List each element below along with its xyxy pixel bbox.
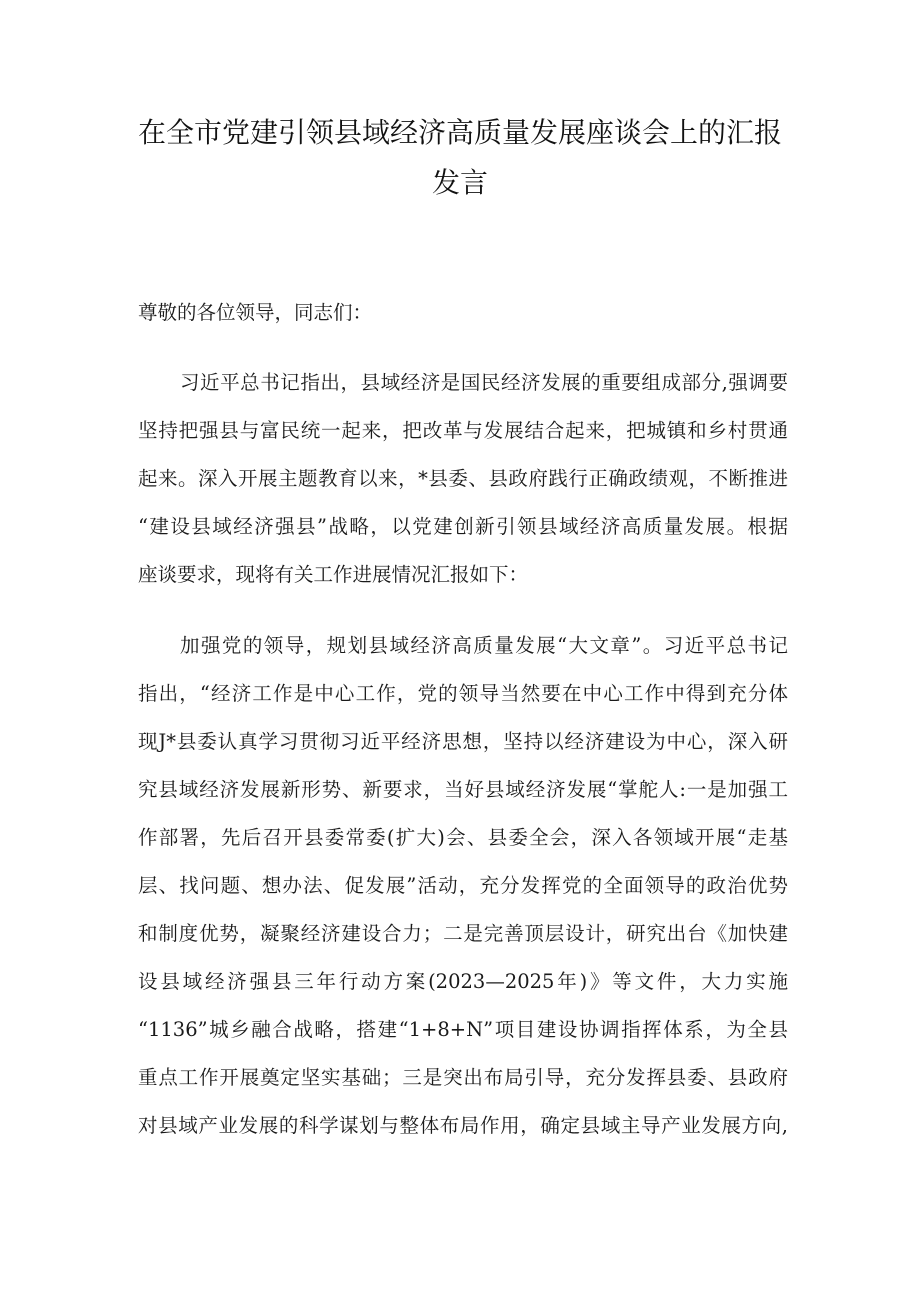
paragraph-2-line: 现J*县委认真学习贯彻习近平经济思想，坚持以经济建设为中心，深入研 [138,730,788,753]
salutation: 尊敬的各位领导，同志们： [138,301,373,324]
document-title-line-2: 发言 [431,166,488,199]
paragraph-2-line: 指出，“经济工作是中心工作，党的领导当然要在中心工作中得到充分体 [138,682,788,705]
paragraph-1-line: 起来。深入开展主题教育以来，*县委、县政府践行正确政绩观，不断推进 [138,467,788,490]
paragraph-2-line: 对县域产业发展的科学谋划与整体布局作用，确定县域主导产业发展方向, [138,1114,788,1137]
paragraph-1-line: 坚持把强县与富民统一起来，把改革与发展结合起来，把城镇和乡村贯通 [138,419,788,442]
paragraph-2-line: 和制度优势，凝聚经济建设合力；二是完善顶层设计，研究出台《加快建 [138,922,788,945]
paragraph-2-line: 重点工作开展奠定坚实基础；三是突出布局引导，充分发挥县委、县政府 [138,1066,788,1089]
paragraph-2-line: 设县域经济强县三年行动方案(2023—2025年)》等文件，大力实施 [138,970,788,993]
paragraph-2-line: “1136”城乡融合战略，搭建“1+8+N”项目建设协调指挥体系，为全县 [138,1018,788,1041]
paragraph-2-line: 作部署，先后召开县委常委(扩大)会、县委全会，深入各领域开展“走基 [138,826,788,849]
paragraph-1-line: “建设县域经济强县”战略，以党建创新引领县域经济高质量发展。根据 [138,515,788,538]
paragraph-1-line: 习近平总书记指出，县域经济是国民经济发展的重要组成部分,强调要 [180,371,788,394]
paragraph-2-line: 层、找问题、想办法、促发展”活动，充分发挥党的全面领导的政治优势 [138,874,788,897]
paragraph-2-line: 究县域经济发展新形势、新要求，当好县域经济发展“掌舵人:一是加强工 [138,778,788,801]
paragraph-2-line: 加强党的领导，规划县域经济高质量发展“大文章”。习近平总书记 [180,634,788,657]
paragraph-1-line: 座谈要求，现将有关工作进展情况汇报如下： [138,563,529,586]
document-title-line-1: 在全市党建引领县域经济高质量发展座谈会上的汇报 [137,116,782,149]
